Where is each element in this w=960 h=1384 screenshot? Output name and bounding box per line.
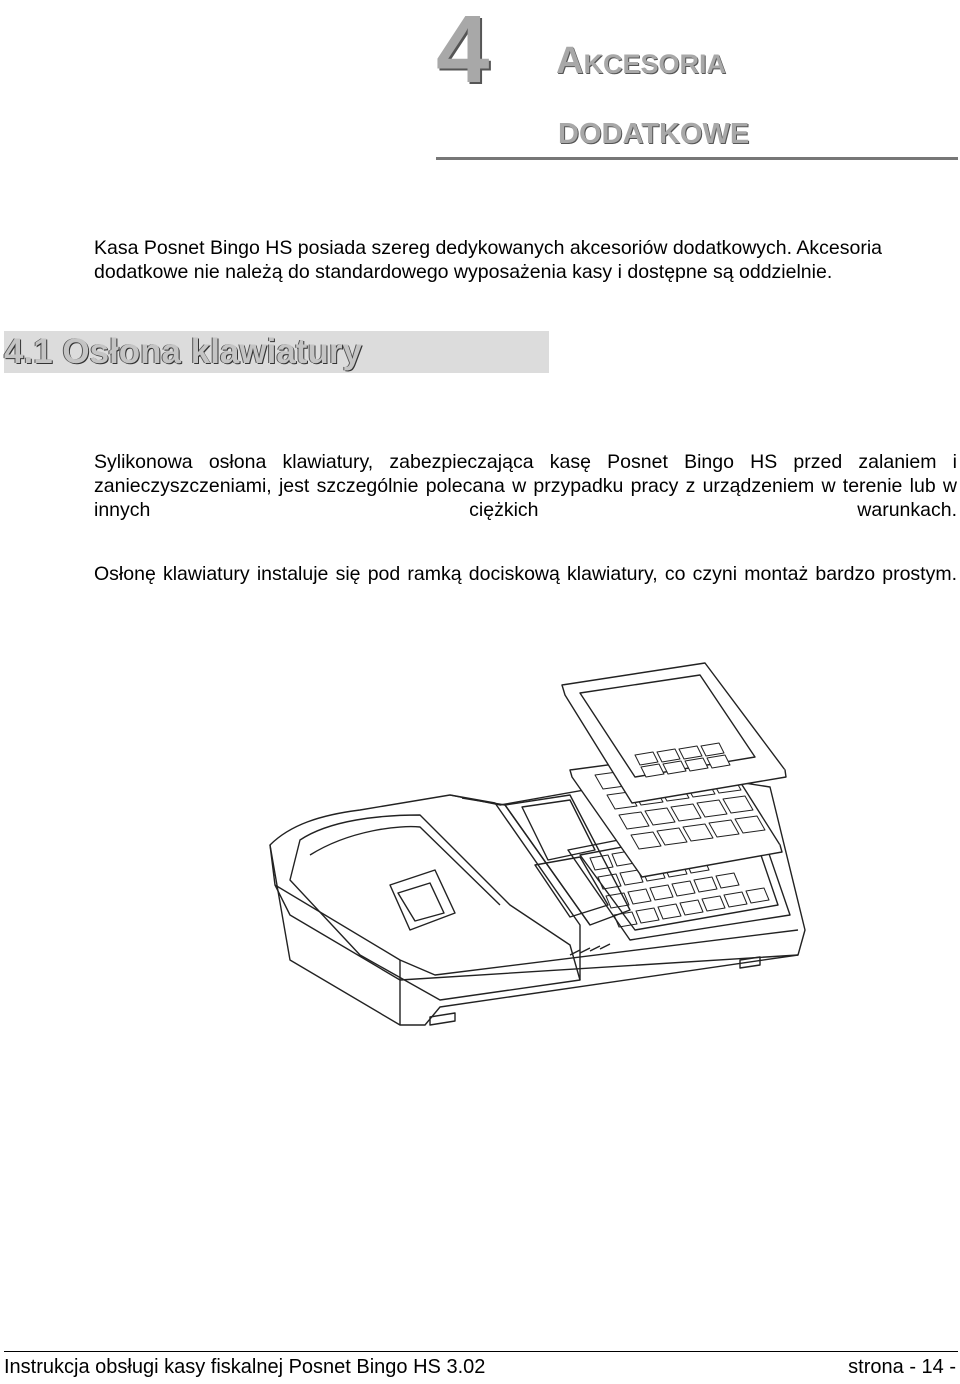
footer-document-title: Instrukcja obsługi kasy fiskalnej Posnet Bingo HS 3.02 <box>4 1356 486 1378</box>
chapter-subtitle: DODATKOWE <box>558 118 750 150</box>
footer-rule <box>4 1351 958 1352</box>
chapter-number: 4 <box>436 0 491 103</box>
footer-page-number: strona - 14 - <box>848 1356 956 1378</box>
section-paragraph-2: Osłonę klawiatury instaluje się pod ramką dociskową klawiatury, co czyni montaż bardzo prostym. <box>94 563 957 585</box>
chapter-title: Akcesoria <box>556 40 726 82</box>
keyboard-cover-illustration <box>250 655 820 1035</box>
section-paragraph-1: Sylikonowa osłona klawiatury, zabezpieczająca kasę Posnet Bingo HS przed zalaniem i zanieczyszczeniami, jest szczególnie polecana w przypadku pracy z urządzeniem w terenie lub w innych ciężkich warunkach. <box>94 451 957 521</box>
chapter-rule <box>436 157 958 160</box>
section-heading: 4.1 Osłona klawiatury <box>4 332 362 371</box>
intro-paragraph: Kasa Posnet Bingo HS posiada szereg dedykowanych akcesoriów dodatkowych. Akcesoria dodatkowe nie należą do standardowego wyposażenia kasy i dostępne są oddzielnie. <box>94 237 883 283</box>
